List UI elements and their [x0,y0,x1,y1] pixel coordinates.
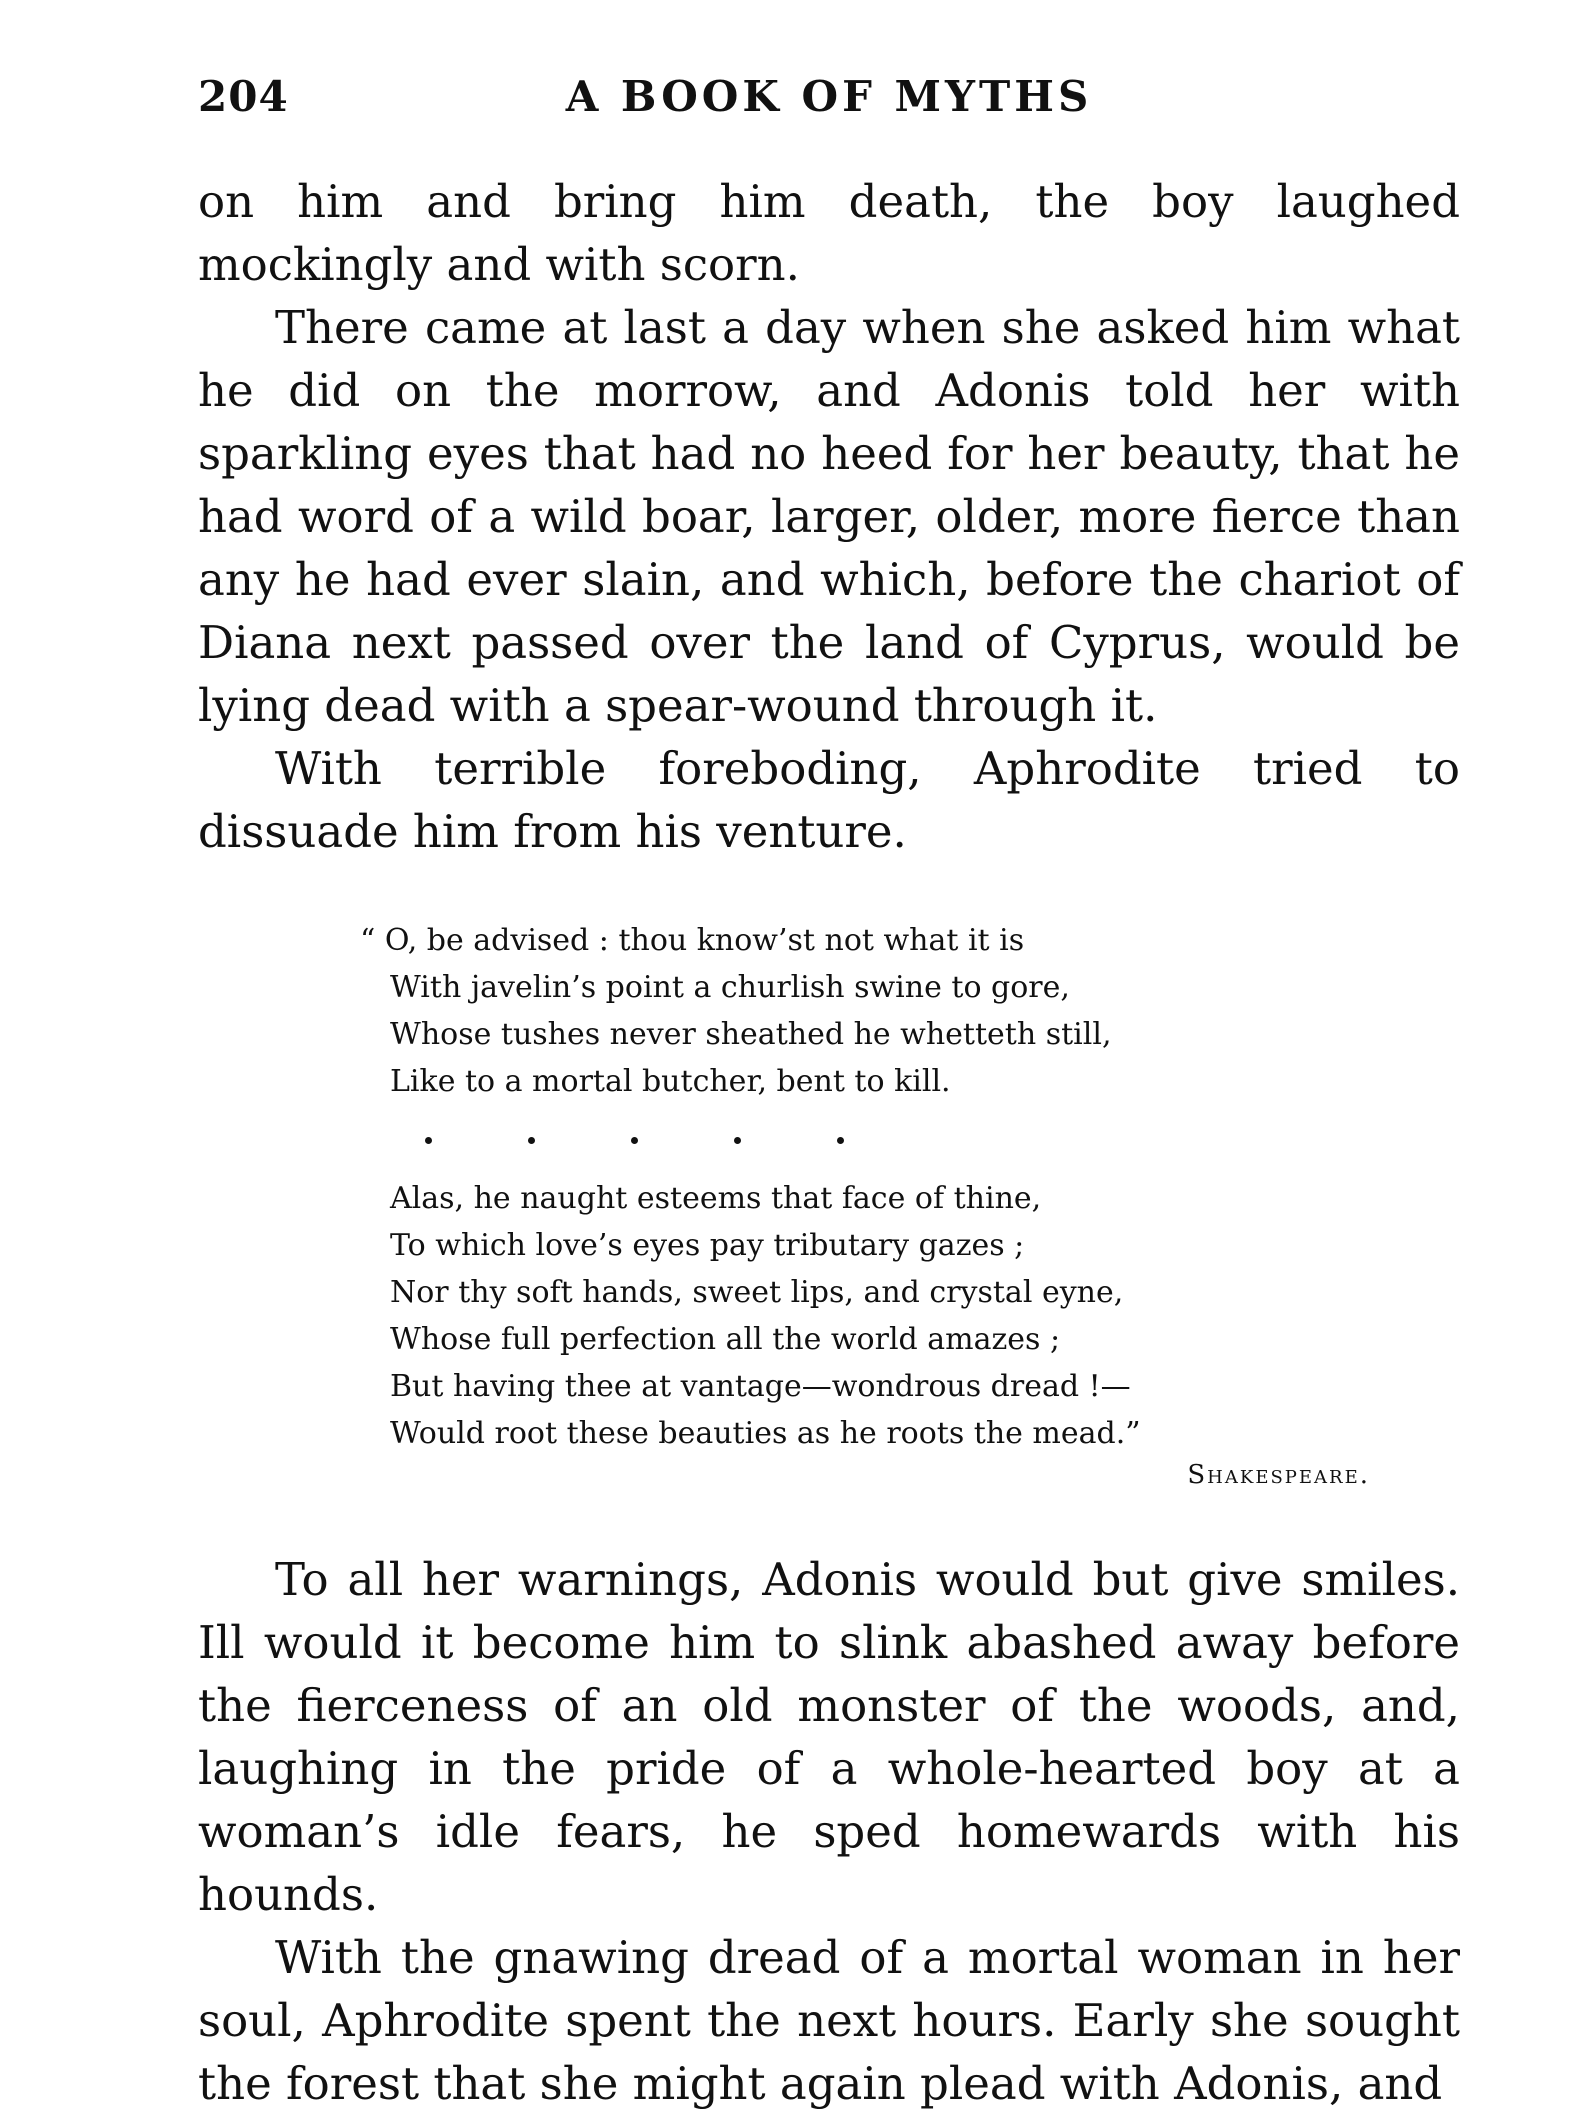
poem-line: “ O, be advised : thou know’st not what it is [360,923,1025,958]
poem-line: With javelin’s point a churlish swine to gore, [390,970,1070,1005]
paragraph: There came at last a day when she asked him what he did on the morrow, and Adonis told her with sparkling eyes that had no heed for her beauty, that he had word of a wild boar, larger, older, more fierce than any he had ever slain, and which, before the chariot of Diana next passed over the land of Cyprus, would be lying dead with a spear-wound through it. [198,301,1460,732]
paragraph: With terrible foreboding, Aphrodite tried to dissuade him from his venture. [198,742,1460,858]
ellipsis-dot [528,1137,535,1144]
poem-line: To which love’s eyes pay tributary gazes ; [390,1228,1025,1263]
ellipsis-dot [734,1137,741,1144]
text-block-bottom [198,1548,1460,2115]
paragraph-continuation: on him and bring him death, the boy laughed mockingly and with scorn. [198,175,1460,291]
page-number: 204 [198,72,289,121]
poem-line: Whose full perfection all the world amazes ; [390,1322,1061,1357]
paragraph: With the gnawing dread of a mortal woman in her soul, Aphrodite spent the next hours. Early she sought the forest that she might again plead with Adonis, and [198,1931,1460,2110]
ellipsis-dot [631,1137,638,1144]
ellipsis-dot [837,1137,844,1144]
running-title: A BOOK OF MYTHS [565,72,1093,121]
ellipsis-dot [425,1137,432,1144]
ellipsis-dots [425,1105,1390,1175]
poem-line: Would root these beauties as he roots the mead.” [390,1416,1141,1451]
poem-line: Nor thy soft hands, sweet lips, and crystal eyne, [390,1275,1124,1310]
poem-line: Alas, he naught esteems that face of thine, [390,1181,1042,1216]
poem-line: But having thee at vantage—wondrous dread !— [390,1369,1131,1404]
poem-quotation [360,917,1390,1457]
page-header [198,72,1460,142]
paragraph: To all her warnings, Adonis would but give smiles. Ill would it become him to slink abashed away before the fierceness of an old monster of the woods, and, laughing in the pride of a whole-hearted boy at a woman’s idle fears, he sped homewards with his hounds. [198,1553,1460,1921]
poem-attribution: Shakespeare. [1187,1460,1370,1490]
poem-line: Whose tushes never sheathed he whetteth still, [390,1017,1112,1052]
text-block-top [198,170,1460,863]
poem-line: Like to a mortal butcher, bent to kill. [390,1064,951,1099]
